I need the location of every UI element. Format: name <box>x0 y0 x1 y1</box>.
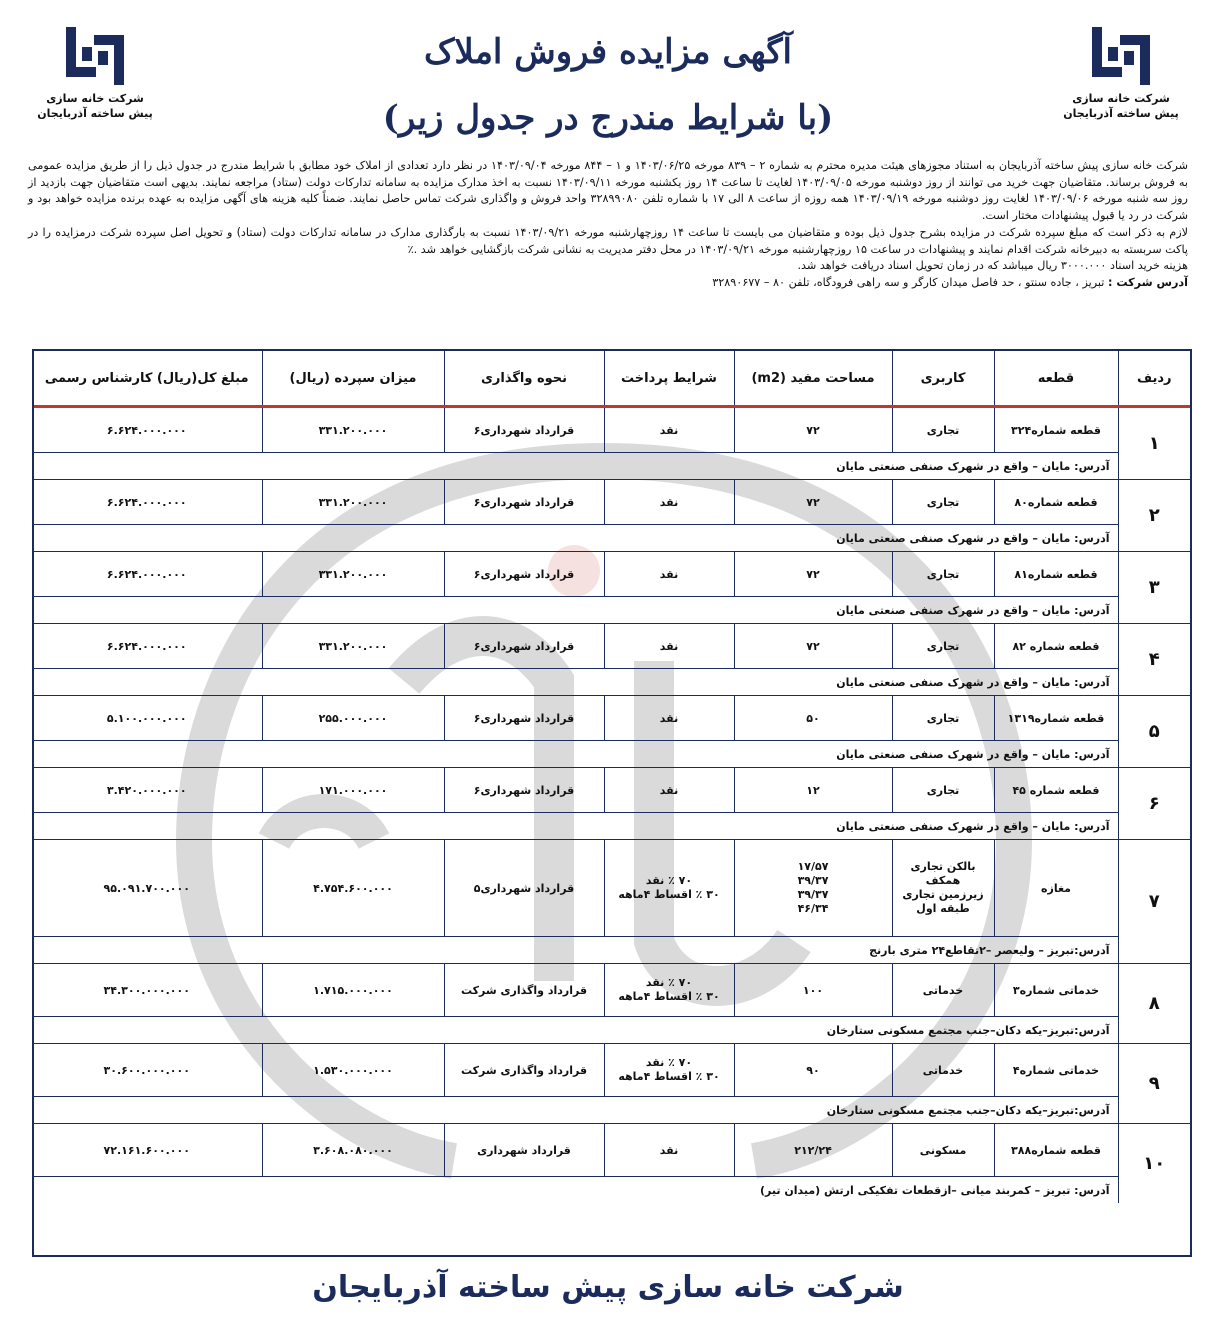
address-cell: آدرس: مایان – واقع در شهرک صنفی صنعتی مایان <box>32 453 1118 480</box>
plot-cell: قطعه شماره۳۸۸ <box>994 1124 1118 1177</box>
row-number: ۵ <box>1118 696 1190 768</box>
address-cell: آدرس: تبریز – کمربند میانی –ازقطعات تفکیکی ارتش (میدان تیر) <box>760 1183 1110 1197</box>
area-cell: ۱۰۰ <box>734 964 892 1017</box>
auction-table <box>32 349 1192 1257</box>
properties-table <box>32 351 1190 1203</box>
row-number: ۲ <box>1118 480 1190 552</box>
row-number: ۷ <box>1118 840 1190 964</box>
table-row <box>32 552 1190 597</box>
use-cell: تجاری <box>892 696 994 741</box>
address-row <box>32 813 1190 840</box>
deposit-cell: ۱.۷۱۵.۰۰۰.۰۰۰ <box>262 964 444 1017</box>
logo-caption-line2: پیش ساخته آذربایجان <box>1063 107 1179 120</box>
address-row <box>32 669 1190 696</box>
use-cell <box>892 840 994 937</box>
transfer-cell: قرارداد واگذاری شرکت <box>444 1044 604 1097</box>
deposit-cell: ۳۳۱.۲۰۰.۰۰۰ <box>262 624 444 669</box>
use-cell: تجاری <box>892 768 994 813</box>
plot-cell: قطعه شماره ۴۵ <box>994 768 1118 813</box>
deposit-cell: ۱۷۱.۰۰۰.۰۰۰ <box>262 768 444 813</box>
area-line: ۳۹/۳۷ <box>797 888 829 901</box>
total-cell: ۶.۶۲۴.۰۰۰.۰۰۰ <box>32 624 262 669</box>
deposit-cell: ۴.۷۵۴.۶۰۰.۰۰۰ <box>262 840 444 937</box>
total-cell: ۳۴.۳۰۰.۰۰۰.۰۰۰ <box>32 964 262 1017</box>
deposit-cell: ۳۳۱.۲۰۰.۰۰۰ <box>262 552 444 597</box>
row-number: ۹ <box>1118 1044 1190 1124</box>
address-row <box>32 597 1190 624</box>
total-cell: ۳۰.۶۰۰.۰۰۰.۰۰۰ <box>32 1044 262 1097</box>
intro-paragraph-1: شرکت خانه سازی پیش ساخته آذربایجان به استناد مجوزهای هیئت مدیره محترم به شماره ۲ – ۸۳۹ مورخه ۱۴۰۳/۰۶/۲۵ و ۱ – ۸۴۴ مورخه ۱۴۰۳/۰۹/۰۴ در نظر دارد تعدادی از املاک خود مطابق با شرایط مندرج در جدول ذیل را از طریق مزایده عمومی به فروش برساند. متقاضیان جهت خرید می توانند از روز دوشنبه مورخه ۱۴۰۳/۰۹/۰۵ لغایت تا ساعت ۱۴ روز یکشنبه مورخه ۱۴۰۳/۰۹/۱۱ نسبت به اخذ مدارک مزایده به سامانه تدارکات دولت (ستاد) مراجعه نمایند. بدیهی است متقاضیان جهت بازدید از روز سه شنبه مورخه ۱۴۰۳/۰۹/۰۶ لغایت روز دوشنبه مورخه ۱۴۰۳/۰۹/۱۹ همه روزه از ساعت ۸ الی ۱۷ با شماره تلفن ۳۲۸۹۹۰۸۰ واحد فروش و واگذاری شرکت تماس حاصل نمایند. ضمناً کلیه هزینه های آگهی مزایده به عهده برنده مزایده خواهد بود و شرکت در رد یا قبول پیشنهادات مختار است. <box>28 159 1188 223</box>
col-header-use: کاربری <box>892 351 994 407</box>
plot-cell: قطعه شماره۳۲۴ <box>994 407 1118 453</box>
transfer-cell: قرارداد واگذاری شرکت <box>444 964 604 1017</box>
payment-cell <box>604 964 734 1017</box>
use-cell: خدماتی <box>892 964 994 1017</box>
use-cell: تجاری <box>892 552 994 597</box>
use-line: بالکن تجاری <box>910 860 976 873</box>
page-subtitle: (با شرایط مندرج در جدول زیر) <box>382 98 834 138</box>
transfer-cell: قرارداد شهرداری۶ <box>444 768 604 813</box>
logo-caption-line2: پیش ساخته آذربایجان <box>37 107 153 120</box>
area-cell <box>734 840 892 937</box>
address-cell: آدرس: مایان – واقع در شهرک صنفی صنعتی مایان <box>32 813 1118 840</box>
address-cell: آدرس:تبریز–یکه دکان–جنب مجتمع مسکونی ستارخان <box>32 1097 1118 1124</box>
row-number: ۸ <box>1118 964 1190 1044</box>
transfer-cell: قرارداد شهرداری۶ <box>444 696 604 741</box>
table-row <box>32 964 1190 1017</box>
payment-cell: نقد <box>604 768 734 813</box>
area-cell: ۷۲ <box>734 480 892 525</box>
transfer-cell: قرارداد شهرداری۶ <box>444 407 604 453</box>
deposit-cell: ۳۳۱.۲۰۰.۰۰۰ <box>262 480 444 525</box>
payment-cell: نقد <box>604 480 734 525</box>
area-cell: ۱۲ <box>734 768 892 813</box>
area-cell: ۲۱۲/۲۴ <box>734 1124 892 1177</box>
table-row <box>32 696 1190 741</box>
intro-text <box>28 158 1188 292</box>
logo-caption-line1: شرکت خانه سازی <box>1072 92 1170 105</box>
payment-line: ۷۰ ٪ نقد <box>645 1056 693 1069</box>
intro-paragraph-3: هزینه خرید اسناد ۳۰۰۰.۰۰۰ ریال میباشد که در زمان تحویل اسناد دریافت خواهد شد. <box>797 259 1188 273</box>
col-header-area: مساحت مفید (m2) <box>734 351 892 407</box>
area-cell: ۷۲ <box>734 407 892 453</box>
intro-paragraph-2: لازم به ذکر است که مبلغ سپرده شرکت در مزایده بشرح جدول ذیل بوده و متقاضیان می بایست تا ساعت ۱۴ روزچهارشنبه مورخه ۱۴۰۳/۰۹/۲۱ نسبت به بارگذاری مدارک در سامانه تدارکات دولت (ستاد) و تحویل اصل سپرده شرکت درمزایده را در پاکت سربسته به دبیرخانه شرکت اقدام نمایند و پیشنهادات در ساعت ۱۵ روزچهارشنبه مورخه ۱۴۰۳/۰۹/۲۱ در محل دفتر مدیریت به نشانی شرکت بازگشایی خواهد شد .٪ <box>28 225 1188 256</box>
use-line: همکف <box>925 874 961 887</box>
address-row <box>32 1097 1190 1124</box>
area-line: ۱۷/۵۷ <box>797 860 829 873</box>
payment-cell: نقد <box>604 624 734 669</box>
col-header-deposit: میزان سپرده (ریال) <box>262 351 444 407</box>
address-row <box>32 525 1190 552</box>
payment-cell: نقد <box>604 1124 734 1177</box>
use-line: طبقه اول <box>916 902 970 915</box>
use-cell: تجاری <box>892 624 994 669</box>
table-row <box>32 1044 1190 1097</box>
page-title: آگهی مزایده فروش املاک <box>423 32 792 72</box>
row-number: ۱۰ <box>1118 1124 1190 1204</box>
total-cell: ۷۲.۱۶۱.۶۰۰.۰۰۰ <box>32 1124 262 1177</box>
area-cell: ۷۲ <box>734 624 892 669</box>
address-row <box>32 1177 1190 1204</box>
col-header-transfer: نحوه واگذاری <box>444 351 604 407</box>
transfer-cell: قرارداد شهرداری۶ <box>444 624 604 669</box>
deposit-cell: ۲۵۵.۰۰۰.۰۰۰ <box>262 696 444 741</box>
plot-cell: قطعه شماره۸۱ <box>994 552 1118 597</box>
total-cell: ۶.۶۲۴.۰۰۰.۰۰۰ <box>32 552 262 597</box>
row-number: ۳ <box>1118 552 1190 624</box>
transfer-cell: قرارداد شهرداری۶ <box>444 480 604 525</box>
col-header-total: مبلغ کل(ریال) کارشناس رسمی <box>32 351 262 407</box>
total-cell: ۹۵.۰۹۱.۷۰۰.۰۰۰ <box>32 840 262 937</box>
plot-cell: قطعه شماره۱۳۱۹ <box>994 696 1118 741</box>
row-number: ۴ <box>1118 624 1190 696</box>
address-cell: آدرس: مایان – واقع در شهرک صنفی صنعتی مایان <box>32 669 1118 696</box>
address-row <box>32 937 1190 964</box>
table-row <box>32 407 1190 453</box>
use-cell: تجاری <box>892 480 994 525</box>
address-cell: آدرس:تبریز – ولیعصر –۲تقاطع۲۴ متری بارنج <box>32 937 1118 964</box>
col-header-row-number: ردیف <box>1118 351 1190 407</box>
transfer-cell: قرارداد شهرداری۶ <box>444 552 604 597</box>
area-cell: ۵۰ <box>734 696 892 741</box>
table-row <box>32 840 1190 937</box>
transfer-cell: قرارداد شهرداری <box>444 1124 604 1177</box>
plot-cell: قطعه شماره۸۰ <box>994 480 1118 525</box>
plot-cell: مغازه <box>994 840 1118 937</box>
row-number: ۱ <box>1118 407 1190 480</box>
address-row <box>32 741 1190 768</box>
table-row <box>32 624 1190 669</box>
table-row <box>32 1124 1190 1177</box>
col-header-plot: قطعه <box>994 351 1118 407</box>
total-cell: ۵.۱۰۰.۰۰۰.۰۰۰ <box>32 696 262 741</box>
use-cell: خدماتی <box>892 1044 994 1097</box>
plot-cell: خدماتی شماره۳ <box>994 964 1118 1017</box>
payment-line: ۳۰ ٪ اقساط ۴ماهه <box>618 1070 720 1083</box>
deposit-cell: ۱.۵۳۰.۰۰۰.۰۰۰ <box>262 1044 444 1097</box>
payment-cell: نقد <box>604 407 734 453</box>
table-row <box>32 768 1190 813</box>
payment-line: ۳۰ ٪ اقساط ۴ماهه <box>618 888 720 901</box>
area-line: ۴۶/۳۴ <box>797 902 829 915</box>
use-cell: مسکونی <box>892 1124 994 1177</box>
company-address <box>28 275 1188 292</box>
deposit-cell: ۳.۶۰۸.۰۸۰.۰۰۰ <box>262 1124 444 1177</box>
footer-company-name: شرکت خانه سازی پیش ساخته آذربایجان <box>312 1270 904 1305</box>
total-cell: ۶.۶۲۴.۰۰۰.۰۰۰ <box>32 407 262 453</box>
address-row <box>32 453 1190 480</box>
logo-caption-line1: شرکت خانه سازی <box>46 92 144 105</box>
address-cell: آدرس: مایان – واقع در شهرک صنفی صنعتی مایان <box>32 741 1118 768</box>
use-cell: تجاری <box>892 407 994 453</box>
address-cell: آدرس: مایان – واقع در شهرک صنفی صنعتی مایان <box>32 597 1118 624</box>
plot-cell: قطعه شماره ۸۲ <box>994 624 1118 669</box>
payment-cell <box>604 840 734 937</box>
total-cell: ۳.۴۲۰.۰۰۰.۰۰۰ <box>32 768 262 813</box>
use-line: زیرزمین تجاری <box>902 888 984 901</box>
total-cell: ۶.۶۲۴.۰۰۰.۰۰۰ <box>32 480 262 525</box>
area-cell: ۹۰ <box>734 1044 892 1097</box>
row-number: ۶ <box>1118 768 1190 840</box>
payment-line: ۷۰ ٪ نقد <box>645 976 693 989</box>
address-cell: آدرس: مایان – واقع در شهرک صنفی صنعتی مایان <box>32 525 1118 552</box>
plot-cell: خدماتی شماره۴ <box>994 1044 1118 1097</box>
area-cell: ۷۲ <box>734 552 892 597</box>
deposit-cell: ۳۳۱.۲۰۰.۰۰۰ <box>262 407 444 453</box>
table-header-row <box>32 351 1190 407</box>
payment-cell <box>604 1044 734 1097</box>
payment-cell: نقد <box>604 696 734 741</box>
address-row <box>32 1017 1190 1044</box>
payment-cell: نقد <box>604 552 734 597</box>
area-line: ۳۹/۳۷ <box>797 874 829 887</box>
company-address-label: آدرس شرکت : <box>1107 275 1188 289</box>
payment-line: ۳۰ ٪ اقساط ۴ماهه <box>618 990 720 1003</box>
payment-line: ۷۰ ٪ نقد <box>645 874 693 887</box>
company-address-text: تبریز ، جاده سنتو ، حد فاصل میدان کارگر و سه راهی فرودگاه، تلفن ۸۰ – ۳۲۸۹۰۶۷۷ <box>712 275 1105 289</box>
table-row <box>32 480 1190 525</box>
transfer-cell: قرارداد شهرداری۵ <box>444 840 604 937</box>
col-header-payment: شرایط پرداخت <box>604 351 734 407</box>
address-cell: آدرس:تبریز–یکه دکان–جنب مجتمع مسکونی ستارخان <box>32 1017 1118 1044</box>
